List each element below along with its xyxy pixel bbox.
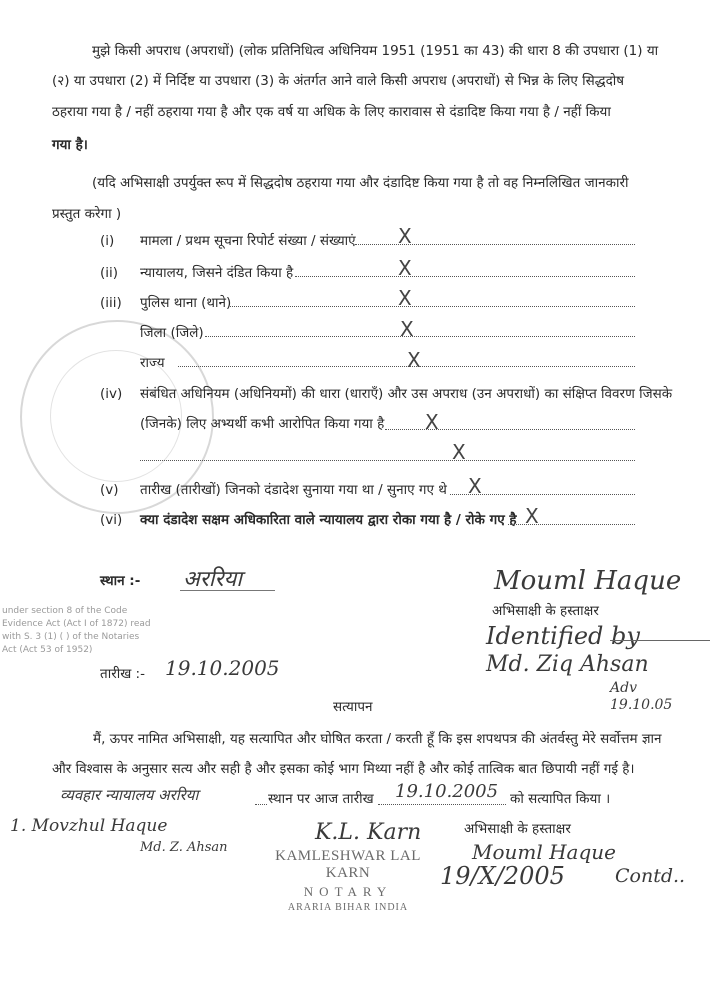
faded-stamp-line1: under section 8 of the Code	[2, 606, 128, 616]
item-label: पुलिस थाना (थाने)	[140, 295, 232, 311]
verification-place-text: स्थान पर आज तारीख	[268, 791, 374, 807]
para1-line3: ठहराया गया है / नहीं ठहराया गया है और एक वर्ष या अधिक के लिए कारावास से दंडादिष्ट किया गया है / नहीं किया	[52, 104, 611, 120]
cross-mark: X	[468, 474, 482, 498]
deponent-signature-label: अभिसाक्षी के हस्ताक्षर	[492, 603, 599, 619]
identified-by: Identified by	[486, 622, 640, 650]
cross-mark: X	[407, 348, 421, 372]
left-signature-2: Md. Z. Ahsan	[140, 840, 228, 855]
item-label: न्यायालय, जिसने दंडित किया है	[140, 265, 294, 281]
para2-line2: प्रस्तुत करेगा )	[52, 206, 122, 222]
para1-line4: गया है।	[52, 137, 88, 153]
faded-stamp-line4: Act (Act 53 of 1952)	[2, 645, 93, 655]
faded-stamp-line2: Evidence Act (Act I of 1872) read	[2, 619, 151, 629]
item-number: (v)	[100, 482, 119, 498]
place-label: स्थान :-	[100, 573, 141, 589]
notary-place: ARARIA BIHAR INDIA	[287, 902, 409, 913]
identifier-date: 19.10.05	[610, 697, 673, 713]
verification-date: 19.10.2005	[395, 781, 499, 802]
verification-place-hand: व्यवहार न्यायालय अररिया	[60, 786, 199, 804]
para1-line2: (२) या उपधारा (2) में निर्दिष्ट या उपधारा (3) के अंतर्गत आने वाले किसी अपराध (अपराधों) से भिन्न के लिए सिद्धदोष	[52, 73, 625, 89]
item-iv-line1: संबंधित अधिनियम (अधिनियमों) की धारा (धाराएँ) और उस अपराध (उन अपराधों) का संक्षिप्त विवरण जिसके	[140, 386, 673, 402]
para1-line1: मुझे किसी अपराध (अपराधों) (लोक प्रतिनिधित्व अधिनियम 1951 (1951 का 43) की धारा 8 की उपधारा (1) या	[92, 43, 659, 59]
item-label: जिला (जिले)	[140, 325, 204, 341]
deponent-signature: Mouml Haque	[494, 566, 682, 596]
cross-mark: X	[400, 317, 414, 341]
cross-mark: X	[398, 224, 412, 248]
identifier-signature: Md. Ziq Ahsan	[486, 652, 649, 677]
notary-stamp	[258, 848, 438, 913]
notary-title: NOTARY	[303, 884, 393, 899]
item-number: (iii)	[100, 295, 122, 311]
verification-title: सत्यापन	[333, 699, 373, 715]
notary-name: KAMLESHWAR LAL KARN	[275, 848, 421, 881]
cross-mark: X	[398, 256, 412, 280]
item-label: राज्य	[140, 355, 165, 371]
verification-end-text: को सत्यापित किया ।	[510, 791, 611, 807]
item-number: (i)	[100, 233, 115, 249]
item-number: (vi)	[100, 512, 123, 528]
verification-line1: मैं, ऊपर नामित अभिसाक्षी, यह सत्यापित और घोषित करता / करती हूँ कि इस शपथपत्र की अंतर्वस्तु मेरे सर्वोत्तम ज्ञान	[93, 731, 662, 747]
left-signature-1: 1. Movzhul Haque	[10, 816, 168, 836]
cross-mark: X	[452, 440, 466, 464]
verification-sign-label: अभिसाक्षी के हस्ताक्षर	[464, 821, 571, 837]
cross-mark: X	[425, 410, 439, 434]
item-number: (ii)	[100, 265, 119, 281]
item-number: (iv)	[100, 386, 123, 402]
faded-stamp-line3: with S. 3 (1) ( ) of the Notaries	[2, 632, 140, 642]
deponent-signature-2: Mouml Haque	[472, 840, 617, 864]
verification-line2: और विश्वास के अनुसार सत्य और सही है और इसका कोई भाग मिथ्या नहीं है और कोई तात्विक बात छिपायी नहीं गई है।	[52, 761, 635, 777]
item-label: तारीख (तारीखों) जिनको दंडादेश सुनाया गया था / सुनाए गए थे	[140, 482, 447, 498]
notary-signature: K.L. Karn	[315, 820, 422, 845]
cross-mark: X	[398, 286, 412, 310]
date-label: तारीख :-	[100, 666, 145, 682]
item-label: मामला / प्रथम सूचना रिपोर्ट संख्या / संख्याएं	[140, 233, 356, 249]
place-value: अररिया	[183, 567, 242, 592]
item-label: क्या दंडादेश सक्षम अधिकारिता वाले न्यायालय द्वारा रोका गया है / रोके गए है	[140, 512, 517, 528]
contd-note: Contd..	[615, 865, 686, 887]
identifier-role: Adv	[610, 680, 637, 696]
item-iv-line2: (जिनके) लिए अभ्यर्थी कभी आरोपित किया गया है	[140, 416, 385, 432]
deponent-date-2: 19/X/2005	[440, 862, 565, 890]
para2-line1: (यदि अभिसाक्षी उपर्युक्त रूप में सिद्धदोष ठहराया गया और दंडादिष्ट किया गया है तो वह निम्नलिखित जानकारी	[92, 175, 629, 191]
date-value: 19.10.2005	[165, 656, 280, 680]
cross-mark: X	[525, 504, 539, 528]
